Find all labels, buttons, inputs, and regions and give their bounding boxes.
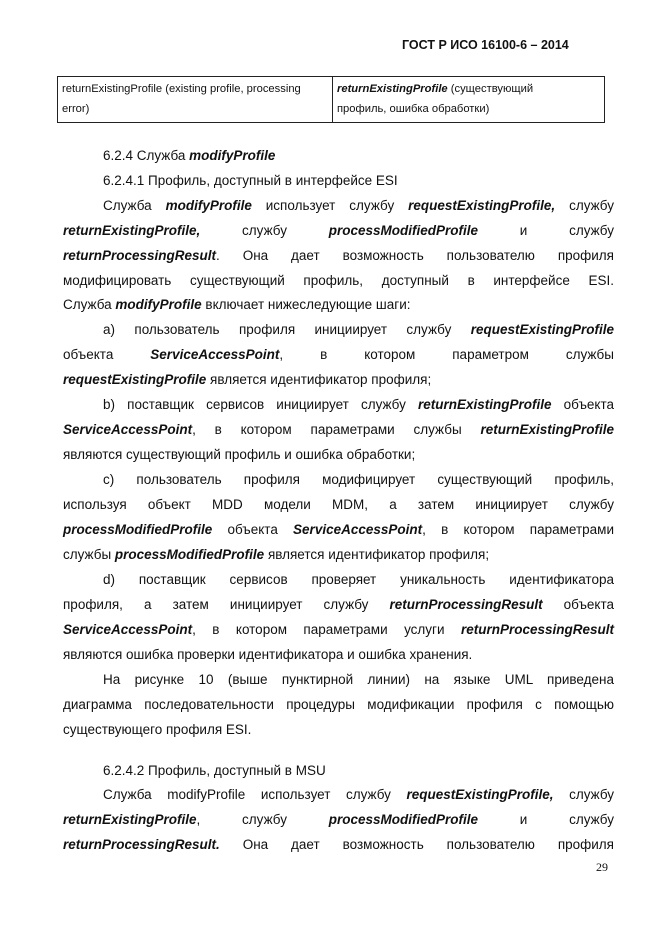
list-item-d: d) поставщик сервисов проверяет уникальность идентификатора xyxy=(103,572,614,587)
list-item-a-line: requestExistingProfile является идентификатор профиля; xyxy=(63,372,432,387)
paragraph-line: returnProcessingResult. Она дает возможность пользователю профиля xyxy=(63,837,614,852)
list-item-c-line: processModifiedProfile объекта ServiceAccessPoint, в котором параметрами xyxy=(63,522,614,537)
table-cell-english xyxy=(58,77,333,123)
paragraph-line: существующего профиля ESI. xyxy=(63,722,252,737)
paragraph-line: returnExistingProfile, службу processModifiedProfile и службу xyxy=(63,223,614,238)
service-table xyxy=(57,76,605,123)
section-heading-6-2-4-2: 6.2.4.2 Профиль, доступный в MSU xyxy=(103,763,326,778)
list-item-c-line: используя объект MDD модели MDM, а затем инициирует службу xyxy=(63,497,614,512)
paragraph-line: На рисунке 10 (выше пунктирной линии) на языке UML приведена xyxy=(103,672,614,687)
paragraph-line: Служба modifyProfile использует службу requestExistingProfile, службу xyxy=(103,787,615,802)
page-number: 29 xyxy=(596,860,608,874)
list-item-b: b) поставщик сервисов инициирует службу returnExistingProfile объекта xyxy=(103,397,614,412)
cell-text: error) xyxy=(62,103,90,115)
list-item-c: с) пользователь профиля модифицирует существующий профиль, xyxy=(103,472,614,487)
list-item-a-line: объекта ServiceAccessPoint, в котором параметром службы xyxy=(63,347,614,362)
section-heading-6-2-4-1: 6.2.4.1 Профиль, доступный в интерфейсе ESI xyxy=(103,173,398,188)
paragraph-line: Служба modifyProfile включает нижеследующие шаги: xyxy=(63,297,411,312)
paragraph-line: returnProcessingResult. Она дает возможность пользователю профиля xyxy=(63,248,614,263)
paragraph-line: модифицировать существующий профиль, доступный в интерфейсе ESI. xyxy=(63,273,614,288)
cell-text: returnExistingProfile (existing profile, processing xyxy=(62,83,301,95)
list-item-a: а) пользователь профиля инициирует службу requestExistingProfile xyxy=(103,322,614,337)
cell-service-name: returnExistingProfile xyxy=(337,83,448,95)
table-cell-russian xyxy=(333,77,605,123)
list-item-d-line: являются ошибка проверки идентификатора и ошибка хранения. xyxy=(63,647,473,662)
cell-text: (существующий xyxy=(447,83,534,95)
list-item-b-line: являются существующий профиль и ошибка обработки; xyxy=(63,447,416,462)
table-row xyxy=(58,77,605,123)
cell-text: профиль, ошибка обработки) xyxy=(337,103,490,115)
paragraph-line: returnExistingProfile, службу processModifiedProfile и службу xyxy=(63,812,614,827)
list-item-d-line: ServiceAccessPoint, в котором параметрами услуги returnProcessingResult xyxy=(63,622,614,637)
list-item-b-line: ServiceAccessPoint, в котором параметрами службы returnExistingProfile xyxy=(63,422,614,437)
document-header: ГОСТ Р ИСО 16100-6 – 2014 xyxy=(402,38,569,52)
paragraph-line: диаграмма последовательности процедуры модификации профиля с помощью xyxy=(63,697,614,712)
list-item-d-line: профиля, а затем инициирует службу returnProcessingResult объекта xyxy=(63,597,614,612)
list-item-c-line: службы processModifiedProfile является идентификатор профиля; xyxy=(63,547,490,562)
paragraph-line: Служба modifyProfile использует службу requestExistingProfile, службу xyxy=(103,198,614,213)
section-heading-6-2-4: 6.2.4 Служба modifyProfile xyxy=(103,148,276,163)
